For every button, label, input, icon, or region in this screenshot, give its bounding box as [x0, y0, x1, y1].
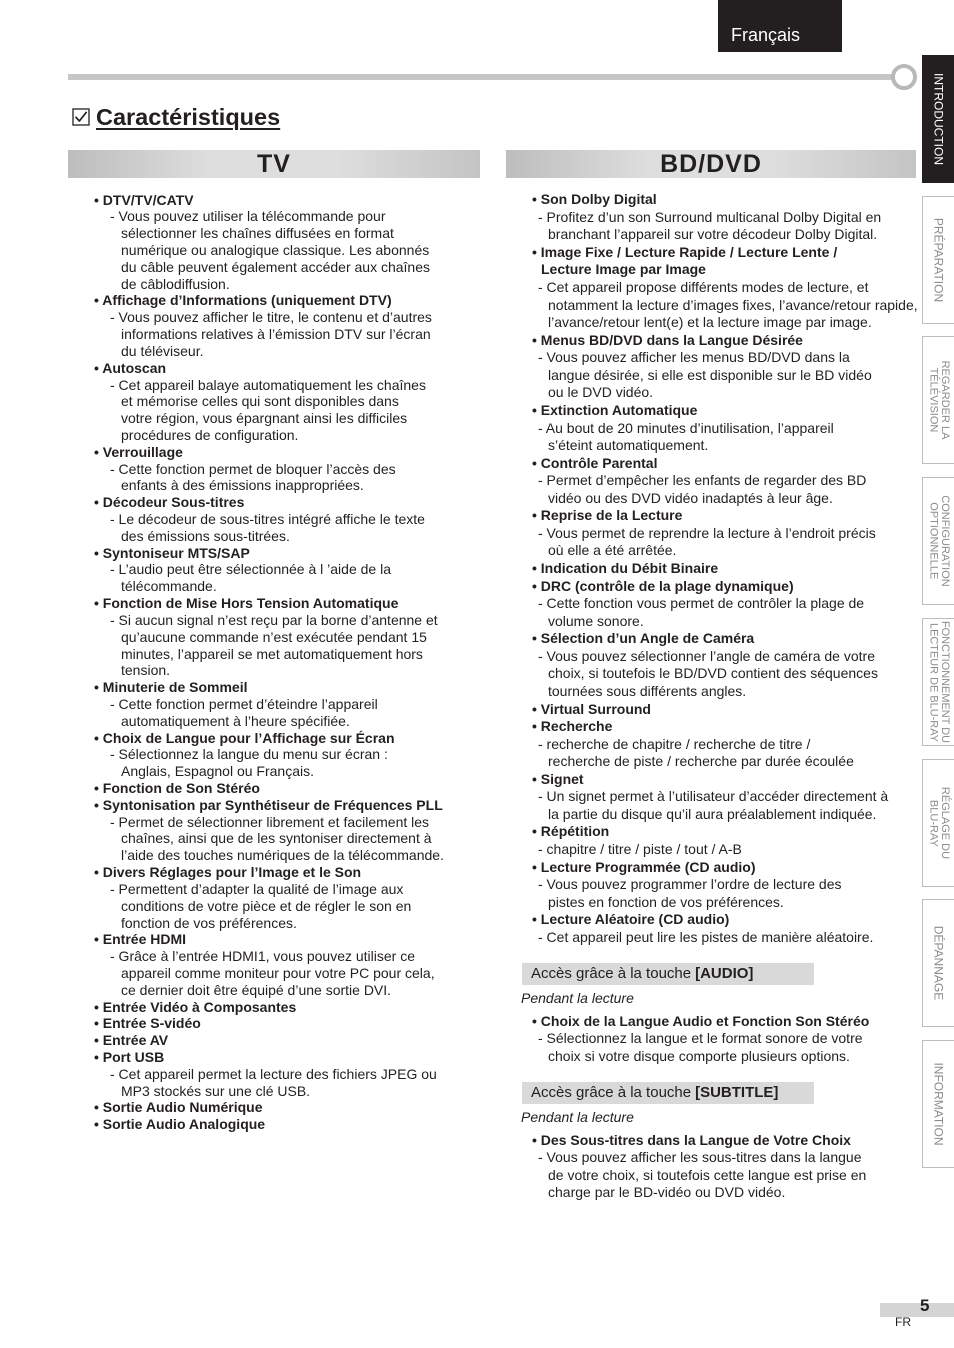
tv-section-header-label: TV [257, 150, 291, 178]
feature-description-text: de votre choix, si toutefois cette langue est prise en [548, 1166, 867, 1183]
feature-description-text: - L’audio peut être sélectionnée à l ’aide de la [110, 561, 391, 578]
feature-description [94, 259, 478, 276]
feature-description [94, 561, 478, 578]
feature-title [94, 192, 478, 209]
feature-description [532, 472, 918, 490]
feature-description [532, 226, 918, 244]
feature-description-text: - Permet de sélectionner librement et facilement les [110, 813, 430, 830]
feature-title-text: • Menus BD/DVD dans la Langue Désirée [532, 331, 803, 348]
feature-title [532, 402, 918, 420]
feature-title-text: • Sélection d’un Angle de Caméra [532, 630, 755, 647]
feature-title-text: • Répétition [532, 823, 610, 840]
feature-title-text: • Décodeur Sous-titres [94, 494, 245, 511]
feature-description-text: procédures de configuration. [121, 426, 299, 443]
playback-context-note: Pendant la lecture [521, 990, 634, 1006]
feature-description-text: pistes en fonction de vos préférences. [548, 893, 784, 910]
feature-description-text: volume sonore. [548, 612, 644, 629]
feature-description [94, 343, 478, 360]
feature-description-text: du câble peuvent également accéder aux chaînes [121, 258, 430, 275]
feature-title [94, 444, 478, 461]
feature-title [94, 730, 478, 747]
feature-description [94, 612, 478, 629]
feature-description [532, 595, 918, 613]
feature-description-text: - recherche de chapitre / recherche de titre / [538, 735, 811, 752]
feature-title-text: • Choix de la Langue Audio et Fonction Son Stéréo [532, 1012, 870, 1029]
feature-description [532, 384, 918, 402]
feature-description [94, 746, 478, 763]
feature-title [94, 1116, 478, 1133]
feature-description [94, 242, 478, 259]
side-tab-label-line: TÉLÉVISION [927, 367, 940, 433]
feature-description-text: - Vous pouvez afficher les menus BD/DVD dans la [538, 349, 850, 366]
feature-description [532, 876, 918, 894]
page-title: Caractéristiques [96, 104, 281, 130]
feature-title-text: • Reprise de la Lecture [532, 507, 683, 524]
side-tab-configuration-optionnelle[interactable] [922, 477, 954, 605]
page-number: 5 [920, 1296, 930, 1315]
feature-description [94, 225, 478, 242]
feature-description [94, 662, 478, 679]
feature-description [94, 477, 478, 494]
feature-description-text: - Sélectionnez la langue du menu sur écran : [110, 746, 388, 763]
side-tab-label [927, 787, 950, 859]
side-tab-label-line: FONCTIONNEMENT DU [939, 620, 951, 744]
page-language-code: FR [895, 1315, 911, 1329]
feature-title [532, 578, 918, 596]
feature-description [94, 830, 478, 847]
feature-title-text: • Extinction Automatique [532, 401, 698, 418]
playback-context-note: Pendant la lecture [521, 1109, 634, 1125]
feature-description [532, 420, 918, 438]
feature-title-text: • Lecture Aléatoire (CD audio) [532, 911, 730, 928]
feature-title-text: • Des Sous-titres dans la Langue de Votre Choix [532, 1131, 851, 1148]
side-tab-reglage-du-blu-ray[interactable] [922, 759, 954, 887]
feature-title-text: • Lecture Programmée (CD audio) [532, 858, 756, 875]
feature-description [94, 326, 478, 343]
feature-description [532, 314, 918, 332]
feature-title-text: • Entrée S-vidéo [94, 1015, 201, 1032]
feature-description [532, 648, 918, 666]
feature-title [94, 360, 478, 377]
feature-title-text: • Syntonisation par Synthétiseur de Fréquences PLL [94, 796, 443, 813]
feature-description [94, 208, 478, 225]
feature-description [94, 982, 478, 999]
feature-title [532, 718, 918, 736]
feature-description [94, 881, 478, 898]
feature-description-text: branchant l’appareil sur votre décodeur Dolby Digital. [548, 226, 878, 243]
tv-section-header [68, 150, 480, 178]
feature-title-text: • Fonction de Mise Hors Tension Automatique [94, 595, 399, 612]
feature-description-text: - Cet appareil permet la lecture des fichiers JPEG ou [110, 1065, 437, 1082]
feature-title-text: • Signet [532, 770, 584, 787]
feature-description [94, 814, 478, 831]
feature-description [94, 511, 478, 528]
feature-description-text: recherche de piste / recherche par durée écoulée [548, 753, 854, 770]
feature-description [522, 1184, 918, 1201]
feature-description [532, 929, 918, 947]
access-key: [AUDIO] [695, 965, 754, 982]
feature-description [94, 646, 478, 663]
feature-description-text: - Cet appareil peut lire les pistes de manière aléatoire. [538, 928, 874, 945]
feature-title [94, 494, 478, 511]
feature-description-text: - Si aucun signal n’est reçu par la borne d’antenne et [110, 611, 438, 628]
feature-description [532, 209, 918, 227]
feature-description-text: - Vous pouvez utiliser la télécommande pour [110, 208, 386, 225]
feature-description-text: charge par le BD-vidéo ou DVD vidéo. [548, 1184, 786, 1201]
feature-description-text: où elle a été arrêtée. [548, 542, 677, 559]
feature-title [532, 244, 918, 262]
feature-title-text: • Port USB [94, 1049, 165, 1066]
feature-description-text: - Vous pouvez sélectionner l’angle de caméra de votre [538, 647, 875, 664]
feature-description [532, 542, 918, 560]
feature-description-text: - Au bout de 20 minutes d’inutilisation, l’appareil [538, 419, 834, 436]
feature-description-text: - Permettent d’adapter la qualité de l’image aux [110, 880, 404, 897]
feature-title [532, 771, 918, 789]
feature-title-text: • Entrée Vidéo à Composantes [94, 998, 297, 1015]
feature-description [532, 297, 918, 315]
feature-description [94, 713, 478, 730]
side-tab-label [933, 218, 945, 302]
feature-description [94, 393, 478, 410]
feature-description-text: - Permet d’empêcher les enfants de regarder des BD [538, 472, 867, 489]
feature-description-text: la partie du disque qu’il aura préalablement indiquée. [548, 805, 877, 822]
side-tab-label-line: REGARDER LA [939, 360, 951, 440]
feature-description-text: notamment la lecture d’images fixes, l’avance/retour rapide, [548, 296, 918, 313]
feature-description [94, 915, 478, 932]
side-tab-label [933, 1062, 945, 1145]
feature-description-text: tension. [121, 662, 171, 679]
feature-title [532, 701, 918, 719]
feature-description-text: informations relatives à l’émission DTV sur l’écran [121, 326, 431, 343]
feature-description-text: automatiquement à l’heure spécifiée. [121, 712, 350, 729]
feature-description-text: numérique ou analogique classique. Les abonnés [121, 242, 430, 259]
feature-description-text: sélectionner les chaînes diffusées en format [121, 225, 394, 242]
feature-description [94, 377, 478, 394]
feature-title [94, 999, 478, 1016]
feature-description-text: - Cet appareil balaye automatiquement les chaînes [110, 376, 426, 393]
side-tab-label [927, 495, 950, 586]
feature-description-text: s’éteint automatiquement. [548, 437, 709, 454]
feature-description [94, 427, 478, 444]
feature-description [532, 806, 918, 824]
feature-description [532, 349, 918, 367]
feature-title-text: Lecture Image par Image [541, 261, 706, 278]
feature-description-text: - Cette fonction vous permet de contrôler la plage de [538, 595, 865, 612]
feature-description [94, 696, 478, 713]
feature-description [94, 1083, 478, 1100]
feature-title-text: • Indication du Débit Binaire [532, 560, 719, 576]
feature-description-text: télécommande. [121, 578, 217, 595]
header-rule [68, 74, 894, 80]
feature-title [522, 1013, 918, 1030]
feature-description [94, 528, 478, 545]
header-rule-ring [891, 64, 917, 90]
feature-description [522, 1048, 918, 1065]
feature-description [94, 1066, 478, 1083]
feature-description [94, 763, 478, 780]
feature-description-text: vidéo ou des DVD vidéo inadaptés à leur âge. [548, 489, 833, 506]
checkbox-icon [72, 108, 90, 126]
access-key-banner [522, 1082, 814, 1104]
feature-title [94, 1099, 478, 1116]
feature-description-text: - Grâce à l’entrée HDMI1, vous pouvez utiliser ce [110, 948, 416, 965]
access-key-banner [522, 963, 814, 985]
feature-title-text: • Choix de Langue pour l’Affichage sur Écran [94, 729, 395, 746]
feature-description-text: du téléviseur. [121, 342, 204, 359]
feature-description-text: choix si votre disque comporte plusieurs options. [548, 1047, 850, 1064]
language-label: Français [731, 25, 801, 45]
feature-description-text: MP3 stockés sur une clé USB. [121, 1082, 311, 1099]
feature-description [94, 461, 478, 478]
feature-description-text: - Le décodeur de sous-titres intégré affiche le texte [110, 511, 425, 528]
feature-description [532, 490, 918, 508]
side-tab-label-line: INFORMATION [931, 1062, 946, 1146]
feature-title-text: • Autoscan [94, 359, 167, 376]
feature-description-text: ce dernier doit être équipé d’une sortie DVI. [121, 981, 392, 998]
access-label: Accès grâce à la touche [531, 965, 692, 982]
feature-title [532, 911, 918, 929]
access-key: [SUBTITLE] [695, 1084, 779, 1101]
side-tab-label-line: DÉPANNAGE [931, 925, 946, 1001]
feature-title [94, 595, 478, 612]
side-tab-label-line: RÉGLAGE DU [939, 786, 951, 860]
feature-description-text: fonction de vos préférences. [121, 914, 297, 931]
feature-title-text: • Entrée HDMI [94, 931, 187, 948]
side-tab-fonctionnement-du-lecteur-de-blu-ray[interactable] [922, 618, 954, 746]
feature-description-text: appareil comme moniteur pour votre PC pour cela, [121, 964, 435, 981]
feature-title-text: • Son Dolby Digital [532, 191, 657, 208]
feature-description [532, 367, 918, 385]
feature-description-text: - Vous pouvez afficher le titre, le contenu et d’autres [110, 309, 432, 326]
feature-description [94, 948, 478, 965]
feature-title-text: • Verrouillage [94, 443, 183, 460]
side-tab-regarder-la-television[interactable] [922, 336, 954, 464]
feature-description [94, 629, 478, 646]
feature-description-text: choix, si toutefois le BD/DVD contient des séquences [548, 665, 878, 682]
feature-description-text: - Cette fonction permet de bloquer l’accès des [110, 460, 396, 477]
feature-description-text: - chapitre / titre / piste / tout / A-B [538, 841, 742, 857]
feature-title [532, 191, 918, 209]
feature-description [532, 841, 918, 859]
side-tab-depannage[interactable] [922, 899, 954, 1027]
feature-description-text: qu’aucune commande n’est exécutée pendant 15 [121, 628, 427, 645]
feature-description [532, 683, 918, 701]
feature-title [532, 823, 918, 841]
feature-title-text: • Contrôle Parental [532, 454, 658, 471]
feature-title [94, 864, 478, 881]
feature-title-text: • DTV/TV/CATV [94, 191, 194, 208]
feature-description-text: et mémorise celles qui sont disponibles dans [121, 393, 399, 410]
feature-title [94, 931, 478, 948]
feature-title [532, 630, 918, 648]
side-tab-introduction[interactable] [922, 55, 954, 183]
feature-title-text: • Syntoniseur MTS/SAP [94, 544, 250, 561]
side-tab-label-line: PRÉPARATION [931, 217, 946, 303]
feature-title-text: • Image Fixe / Lecture Rapide / Lecture Lente / [532, 243, 838, 260]
side-tab-label-line: CONFIGURATION [939, 495, 951, 587]
feature-title [94, 1049, 478, 1066]
feature-description-text: votre région, vous épargnant ainsi les difficiles [121, 410, 408, 427]
feature-title [94, 679, 478, 696]
feature-description [94, 309, 478, 326]
feature-description-text: - Cette fonction permet d’éteindre l’appareil [110, 695, 378, 712]
feature-description-text: - Profitez d’un son Surround multicanal Dolby Digital en [538, 208, 882, 225]
feature-title [532, 455, 918, 473]
feature-title [532, 261, 918, 279]
side-tab-label [927, 361, 950, 440]
side-tab-label [933, 73, 945, 165]
side-tab-preparation[interactable] [922, 196, 954, 324]
side-tab-label-line: INTRODUCTION [931, 73, 946, 165]
feature-title [94, 1032, 478, 1049]
feature-description-text: l’aide des touches numériques de la télécommande. [121, 847, 444, 864]
feature-title-text: • Sortie Audio Analogique [94, 1116, 266, 1133]
feature-description [94, 965, 478, 982]
feature-description-text: - Un signet permet à l’utilisateur d’accéder directement à [538, 788, 889, 805]
side-tab-label [927, 621, 950, 743]
feature-description [532, 437, 918, 455]
feature-description [532, 665, 918, 683]
feature-title [94, 780, 478, 797]
feature-description-text: - Sélectionnez la langue et le format sonore de votre [538, 1030, 863, 1047]
feature-description-text: enfants à des émissions inappropriées. [121, 477, 364, 494]
feature-description [532, 736, 918, 754]
feature-description-text: conditions de votre pièce et de régler le son en [121, 897, 412, 914]
feature-title [522, 1132, 918, 1149]
feature-description [94, 578, 478, 595]
side-tab-label-line: BLU-RAY [927, 799, 940, 847]
tv-features-list [94, 192, 478, 1134]
feature-title-text: • Fonction de Son Stéréo [94, 780, 260, 797]
feature-description-text: ou le DVD vidéo. [548, 384, 654, 401]
feature-description-text: - Cet appareil propose différents modes de lecture, et [538, 279, 869, 295]
feature-description [94, 410, 478, 427]
feature-description [522, 1030, 918, 1047]
side-tab-label-line: OPTIONNELLE [927, 502, 940, 580]
feature-description-text: minutes, l’appareil se met automatiquement hors [121, 645, 423, 662]
feature-title [94, 1015, 478, 1032]
feature-title-text: • Affichage d’Informations (uniquement DTV) [94, 292, 392, 309]
feature-description [532, 894, 918, 912]
feature-description [532, 279, 918, 297]
feature-description [94, 276, 478, 293]
feature-title [532, 332, 918, 350]
feature-description-text: - Vous permet de reprendre la lecture à l’endroit précis [538, 524, 876, 541]
access-section-subtitle [522, 1082, 918, 1202]
feature-description-text: l’avance/retour lent(e) et la lecture image par image. [548, 314, 872, 331]
feature-description-text: langue désirée, si elle est disponible sur le BD vidéo [548, 366, 872, 383]
feature-title-text: • Minuterie de Sommeil [94, 679, 248, 696]
feature-title [532, 560, 918, 578]
feature-title-text: • DRC (contrôle de la plage dynamique) [532, 577, 794, 594]
bd-dvd-section-header-label: BD/DVD [660, 150, 762, 178]
feature-description [94, 847, 478, 864]
feature-description [532, 613, 918, 631]
feature-title [94, 292, 478, 309]
feature-title-text: • Sortie Audio Numérique [94, 1099, 263, 1116]
side-tab-information[interactable] [922, 1040, 954, 1168]
feature-description [532, 525, 918, 543]
feature-description [522, 1149, 918, 1166]
feature-description [522, 1167, 918, 1184]
access-section-audio [522, 963, 918, 1065]
feature-title-text: • Recherche [532, 718, 613, 735]
feature-description-text: tournées sous différents angles. [548, 682, 747, 699]
feature-description [94, 898, 478, 915]
feature-title [532, 859, 918, 877]
feature-description-text: - Vous pouvez programmer l’ordre de lecture des [538, 876, 842, 893]
page-number-bar [880, 1303, 954, 1317]
side-tab-label [933, 926, 945, 1000]
feature-description-text: des émissions sous-titrées. [121, 527, 290, 544]
access-feature-list [522, 1132, 918, 1202]
feature-description-text: chaînes, ainsi que de les syntoniser directement à [121, 830, 432, 847]
feature-title [532, 507, 918, 525]
access-label: Accès grâce à la touche [531, 1084, 692, 1101]
access-feature-list [522, 1013, 918, 1065]
feature-description-text: - Vous pouvez afficher les sous-titres dans la langue [538, 1149, 862, 1166]
feature-title-text: • Virtual Surround [532, 700, 651, 717]
feature-description-text: de câblodiffusion. [121, 275, 230, 292]
bd-dvd-features-list [532, 191, 918, 946]
language-badge [718, 0, 842, 52]
feature-title-text: • Entrée AV [94, 1032, 169, 1049]
side-tab-label-line: LECTEUR DE BLU-RAY [927, 622, 940, 742]
feature-title [94, 545, 478, 562]
feature-description [532, 753, 918, 771]
feature-description-text: Anglais, Espagnol ou Français. [121, 763, 314, 780]
feature-title-text: • Divers Réglages pour l’Image et le Son [94, 864, 362, 881]
bd-dvd-section-header [506, 150, 916, 178]
feature-title [94, 797, 478, 814]
feature-description [532, 788, 918, 806]
